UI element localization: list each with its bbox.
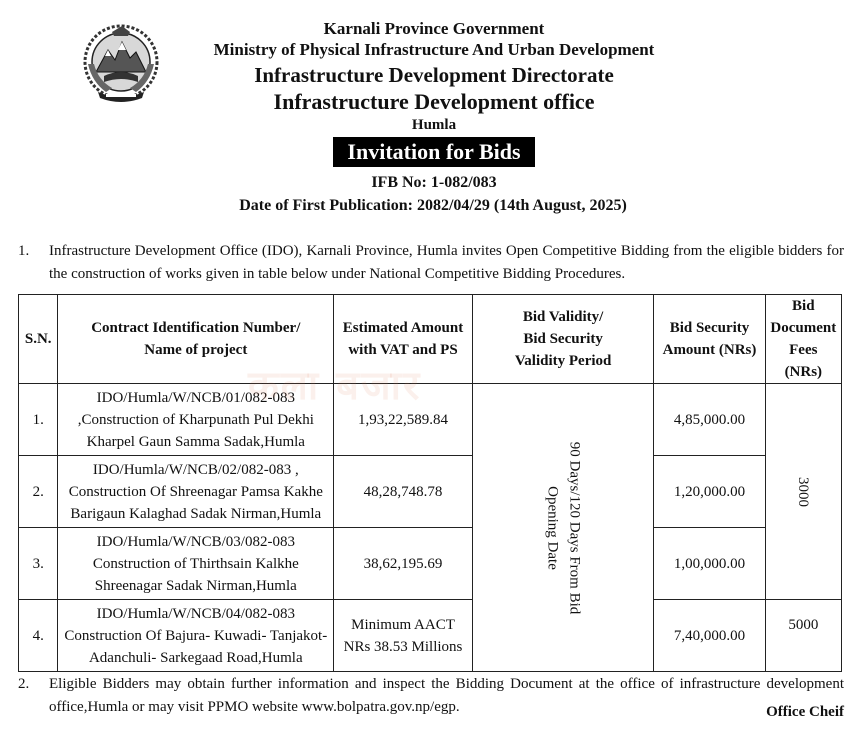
header-security: Bid Security Amount (NRs)	[654, 295, 765, 384]
table-row	[19, 528, 842, 600]
row-amount: 1,93,22,589.84	[334, 384, 473, 456]
row-sn: 3.	[19, 528, 58, 600]
ifb-number: IFB No: 1-082/083	[371, 174, 497, 191]
ministry-title: Ministry of Physical Infrastructure And Urban Development	[213, 40, 655, 59]
office-title: Infrastructure Development office	[273, 89, 595, 114]
row-sn: 2.	[19, 456, 58, 528]
fee-cell-group-1	[765, 384, 841, 600]
fee-value-3000: 3000	[795, 476, 812, 507]
validity-period-cell	[472, 384, 654, 672]
fee-cell-group-2: 5000	[765, 600, 841, 672]
office-location: Humla	[411, 117, 457, 133]
table-row	[19, 600, 842, 672]
row-security: 1,00,000.00	[654, 528, 765, 600]
header-amount: Estimated Amount with VAT and PS	[334, 295, 473, 384]
header-contract: Contract Identification Number/ Name of project	[58, 295, 334, 384]
row-sn: 1.	[19, 384, 58, 456]
row-contract: IDO/Humla/W/NCB/03/082-083 Construction of Thirthsain Kalkhe Shreenagar Sadak Nirman,Humla	[58, 528, 334, 600]
validity-period-text: 90 Days/120 Days From Bid Opening Date	[544, 441, 583, 614]
directorate-title: Infrastructure Development Directorate	[254, 63, 614, 87]
invitation-banner: Invitation for Bids	[333, 137, 534, 167]
row-security: 4,85,000.00	[654, 384, 765, 456]
province-title: Karnali Province Government	[323, 19, 545, 38]
row-amount: 48,28,748.78	[334, 456, 473, 528]
row-contract: IDO/Humla/W/NCB/01/082-083 ,Construction of Kharpunath Pul Dekhi Kharpel Gaun Samma Sadak,Humla	[58, 384, 334, 456]
row-amount: 38,62,195.69	[334, 528, 473, 600]
bids-table	[18, 294, 842, 672]
row-security: 1,20,000.00	[654, 456, 765, 528]
row-sn: 4.	[19, 600, 58, 672]
paragraph-1	[18, 240, 844, 286]
row-contract: IDO/Humla/W/NCB/04/082-083 Construction Of Bajura- Kuwadi- Tanjakot- Adanchuli- Sarkegaad Road,Humla	[58, 600, 334, 672]
row-contract: IDO/Humla/W/NCB/02/082-083 , Construction Of Shreenagar Pamsa Kakhe Barigaun Kalaghad Sadak Nirman,Humla	[58, 456, 334, 528]
header-validity: Bid Validity/ Bid Security Validity Period	[472, 295, 654, 384]
watermark: कला बजार	[248, 363, 422, 409]
row-amount: Minimum AACT NRs 38.53 Millions	[334, 600, 473, 672]
paragraph-number: 1.	[18, 243, 30, 259]
paragraph-2	[18, 673, 844, 719]
row-security: 7,40,000.00	[654, 600, 765, 672]
paragraph-text: Infrastructure Development Office (IDO), Karnali Province, Humla invites Open Competitive Bidding from the eligible bidders for the construction of works given in table below under National Competitive Bidding Procedures.	[49, 243, 844, 282]
publication-date: Date of First Publication: 2082/04/29 (14th August, 2025)	[239, 197, 627, 214]
table-row	[19, 456, 842, 528]
letterhead	[0, 18, 858, 216]
table-header-row	[19, 295, 842, 384]
paragraph-text: Eligible Bidders may obtain further information and inspect the Bidding Document at the office of infrastructure development office,Humla or may visit PPMO website www.bolpatra.gov.np/egp.	[49, 676, 844, 715]
header-sn: S.N.	[19, 295, 58, 384]
table-row	[19, 384, 842, 456]
paragraph-number: 2.	[18, 676, 30, 692]
signoff: Office Cheif	[766, 704, 844, 720]
header-fees: Bid Document Fees (NRs)	[765, 295, 841, 384]
